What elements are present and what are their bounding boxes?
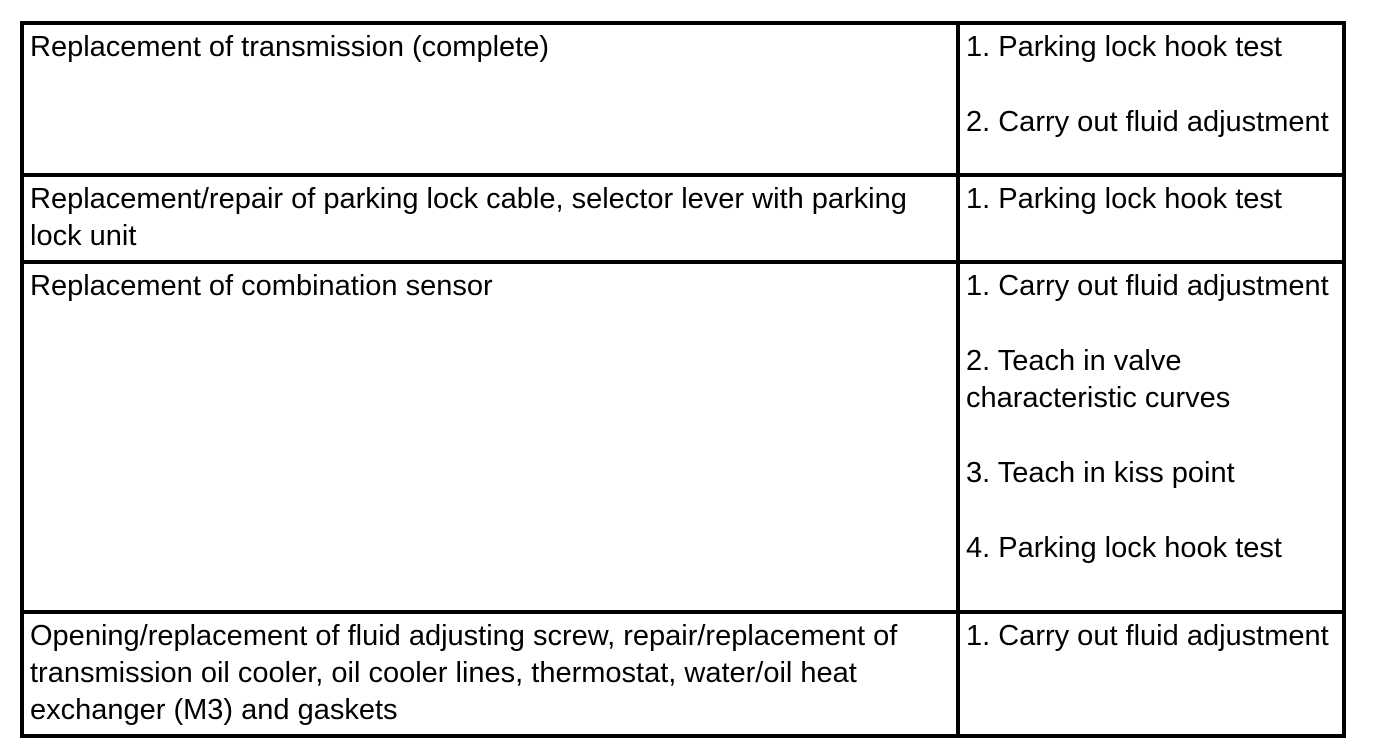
task-text: Replacement of transmission (complete) [30,31,549,63]
table-row [22,175,1344,262]
step-text: 2. Carry out fluid adjustment [966,106,1329,138]
task-cell [22,262,958,612]
task-cell [22,612,958,736]
task-text: Replacement/repair of parking lock cable, selector lever with parking lock unit [30,183,907,252]
step-text: 2. Teach in valve characteristic curves [966,345,1231,414]
steps-cell [958,612,1344,736]
step-text: 1. Parking lock hook test [966,31,1282,63]
step-text: 1. Parking lock hook test [966,183,1282,215]
task-text: Replacement of combination sensor [30,270,493,302]
task-text: Opening/replacement of fluid adjusting screw, repair/replacement of transmission oil cooler, oil cooler lines, thermostat, water/oil heat exchanger (M3) and gaskets [30,620,898,726]
step-text: 1. Carry out fluid adjustment [966,270,1329,302]
step-text: 3. Teach in kiss point [966,457,1235,489]
table-row [22,23,1344,175]
table-row [22,262,1344,612]
task-cell [22,175,958,262]
steps-cell [958,262,1344,612]
steps-cell [958,23,1344,175]
step-text: 1. Carry out fluid adjustment [966,620,1329,652]
step-text: 4. Parking lock hook test [966,532,1282,564]
steps-cell [958,175,1344,262]
task-cell [22,23,958,175]
table-row [22,612,1344,736]
work-procedure-table [20,21,1346,738]
